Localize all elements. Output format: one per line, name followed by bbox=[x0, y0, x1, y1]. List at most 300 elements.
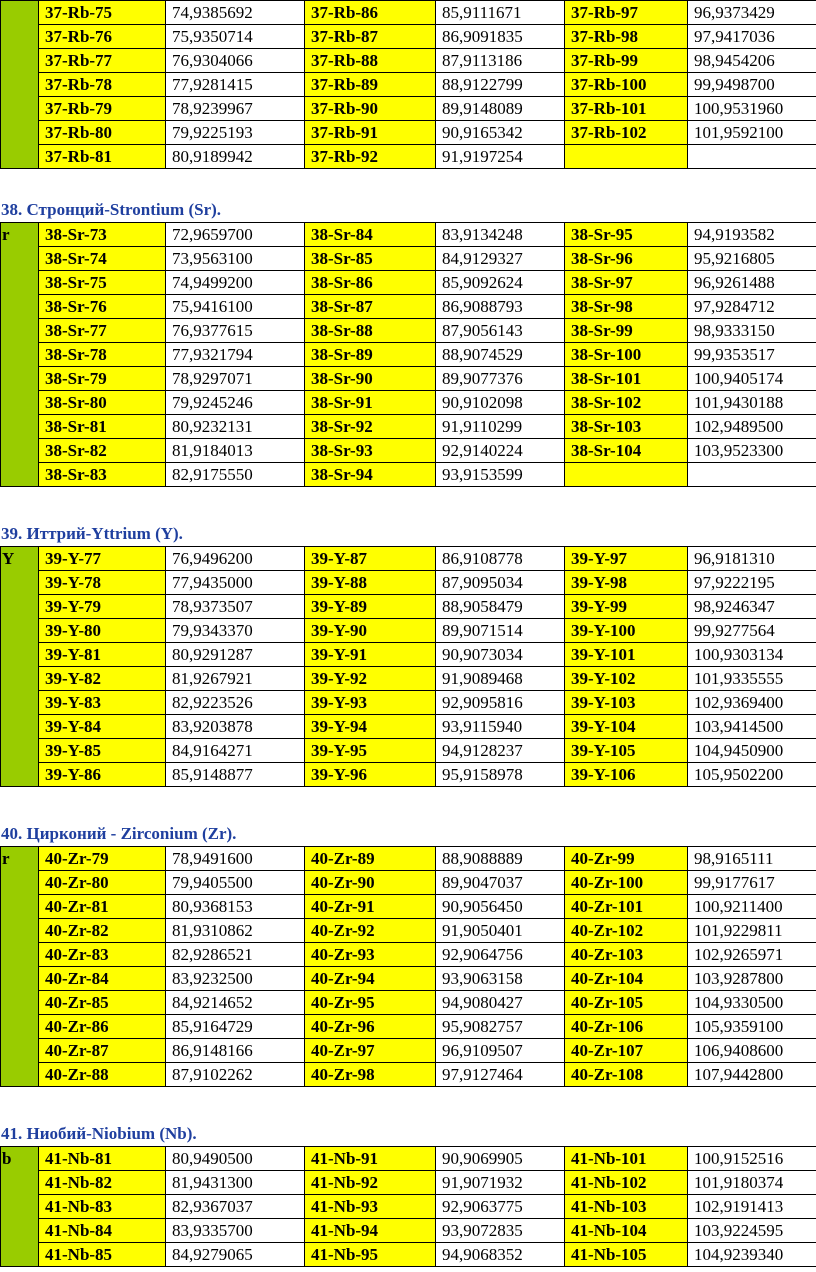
table-row bbox=[1, 223, 816, 247]
isotope-mass-cell: 102,9191413 bbox=[688, 1195, 816, 1219]
isotope-mass-cell: 83,9335700 bbox=[166, 1219, 305, 1243]
isotope-name-cell: 38-Sr-80 bbox=[39, 391, 166, 415]
isotope-mass-cell: 91,9050401 bbox=[436, 919, 565, 943]
isotope-table bbox=[0, 546, 816, 787]
isotope-mass-cell: 106,9408600 bbox=[688, 1039, 816, 1063]
isotope-mass-cell: 98,9454206 bbox=[688, 49, 816, 73]
isotope-name-cell: 39-Y-78 bbox=[39, 571, 166, 595]
isotope-name-cell: 39-Y-104 bbox=[565, 715, 688, 739]
isotope-name-cell: 38-Sr-78 bbox=[39, 343, 166, 367]
isotope-name-cell: 37-Rb-78 bbox=[39, 73, 166, 97]
isotope-mass-cell: 103,9414500 bbox=[688, 715, 816, 739]
isotope-mass-cell: 104,9239340 bbox=[688, 1243, 816, 1267]
table-row bbox=[1, 715, 816, 739]
isotope-mass-cell: 92,9095816 bbox=[436, 691, 565, 715]
isotope-mass-cell: 89,9047037 bbox=[436, 871, 565, 895]
table-row bbox=[1, 1171, 816, 1195]
table-row bbox=[1, 991, 816, 1015]
isotope-mass-cell: 86,9148166 bbox=[166, 1039, 305, 1063]
isotope-name-cell: 41-Nb-105 bbox=[565, 1243, 688, 1267]
table-row bbox=[1, 295, 816, 319]
isotope-name-cell: 40-Zr-97 bbox=[305, 1039, 436, 1063]
isotope-mass-cell: 101,9430188 bbox=[688, 391, 816, 415]
isotope-mass-cell: 80,9232131 bbox=[166, 415, 305, 439]
isotope-name-cell: 40-Zr-107 bbox=[565, 1039, 688, 1063]
isotope-mass-cell: 80,9368153 bbox=[166, 895, 305, 919]
isotope-name-cell: 40-Zr-89 bbox=[305, 847, 436, 871]
isotope-name-cell: 39-Y-103 bbox=[565, 691, 688, 715]
isotope-name-cell bbox=[565, 145, 688, 169]
isotope-mass-cell: 95,9082757 bbox=[436, 1015, 565, 1039]
isotope-mass-cell: 82,9175550 bbox=[166, 463, 305, 487]
table-row bbox=[1, 667, 816, 691]
isotope-mass-cell: 101,9335555 bbox=[688, 667, 816, 691]
isotope-name-cell: 40-Zr-95 bbox=[305, 991, 436, 1015]
isotope-name-cell: 39-Y-93 bbox=[305, 691, 436, 715]
table-row bbox=[1, 643, 816, 667]
isotope-name-cell: 37-Rb-79 bbox=[39, 97, 166, 121]
isotope-mass-cell: 100,9152516 bbox=[688, 1147, 816, 1171]
isotope-name-cell: 38-Sr-83 bbox=[39, 463, 166, 487]
table-row bbox=[1, 121, 816, 145]
isotope-name-cell: 41-Nb-102 bbox=[565, 1171, 688, 1195]
isotope-name-cell: 38-Sr-102 bbox=[565, 391, 688, 415]
isotope-mass-cell: 78,9239967 bbox=[166, 97, 305, 121]
isotope-mass-cell: 97,9284712 bbox=[688, 295, 816, 319]
isotope-name-cell: 40-Zr-98 bbox=[305, 1063, 436, 1087]
isotope-mass-cell: 98,9333150 bbox=[688, 319, 816, 343]
isotope-mass-cell: 79,9245246 bbox=[166, 391, 305, 415]
table-row bbox=[1, 919, 816, 943]
isotope-name-cell: 38-Sr-87 bbox=[305, 295, 436, 319]
isotope-mass-cell: 101,9229811 bbox=[688, 919, 816, 943]
isotope-mass-cell: 102,9369400 bbox=[688, 691, 816, 715]
isotope-mass-cell: 102,9489500 bbox=[688, 415, 816, 439]
isotope-mass-cell: 101,9180374 bbox=[688, 1171, 816, 1195]
table-row bbox=[1, 391, 816, 415]
isotope-name-cell: 38-Sr-100 bbox=[565, 343, 688, 367]
table-row bbox=[1, 1015, 816, 1039]
isotope-mass-cell: 79,9225193 bbox=[166, 121, 305, 145]
isotope-name-cell bbox=[565, 463, 688, 487]
section-heading: 40. Цирконий - Zirconium (Zr). bbox=[1, 824, 237, 843]
isotope-name-cell: 39-Y-99 bbox=[565, 595, 688, 619]
isotope-mass-cell: 93,9072835 bbox=[436, 1219, 565, 1243]
isotope-mass-cell: 78,9491600 bbox=[166, 847, 305, 871]
isotope-mass-cell: 101,9592100 bbox=[688, 121, 816, 145]
isotope-mass-cell: 80,9490500 bbox=[166, 1147, 305, 1171]
section-heading: 38. Стронций-Strontium (Sr). bbox=[1, 200, 222, 219]
isotope-mass-cell: 92,9140224 bbox=[436, 439, 565, 463]
element-section-2 bbox=[0, 522, 816, 787]
table-row bbox=[1, 247, 816, 271]
isotope-mass-cell: 86,9108778 bbox=[436, 547, 565, 571]
isotope-mass-cell: 99,9177617 bbox=[688, 871, 816, 895]
table-row bbox=[1, 319, 816, 343]
isotope-name-cell: 39-Y-95 bbox=[305, 739, 436, 763]
isotope-name-cell: 40-Zr-84 bbox=[39, 967, 166, 991]
isotope-mass-cell: 103,9224595 bbox=[688, 1219, 816, 1243]
table-row bbox=[1, 619, 816, 643]
isotope-name-cell: 37-Rb-81 bbox=[39, 145, 166, 169]
table-row bbox=[1, 547, 816, 571]
isotope-name-cell: 37-Rb-89 bbox=[305, 73, 436, 97]
isotope-name-cell: 41-Nb-81 bbox=[39, 1147, 166, 1171]
isotope-mass-cell: 77,9281415 bbox=[166, 73, 305, 97]
table-row bbox=[1, 73, 816, 97]
isotope-name-cell: 40-Zr-92 bbox=[305, 919, 436, 943]
isotope-mass-cell: 89,9148089 bbox=[436, 97, 565, 121]
table-row bbox=[1, 1219, 816, 1243]
isotope-name-cell: 41-Nb-95 bbox=[305, 1243, 436, 1267]
isotope-mass-cell: 84,9164271 bbox=[166, 739, 305, 763]
isotope-name-cell: 40-Zr-83 bbox=[39, 943, 166, 967]
isotope-mass-cell: 80,9291287 bbox=[166, 643, 305, 667]
isotope-name-cell: 39-Y-96 bbox=[305, 763, 436, 787]
element-symbol-cell: b bbox=[1, 1147, 39, 1267]
isotope-name-cell: 39-Y-87 bbox=[305, 547, 436, 571]
isotope-mass-cell: 74,9385692 bbox=[166, 1, 305, 25]
isotope-mass-cell: 93,9063158 bbox=[436, 967, 565, 991]
isotope-name-cell: 37-Rb-91 bbox=[305, 121, 436, 145]
isotope-mass-cell: 89,9077376 bbox=[436, 367, 565, 391]
isotope-name-cell: 38-Sr-76 bbox=[39, 295, 166, 319]
isotope-name-cell: 40-Zr-85 bbox=[39, 991, 166, 1015]
isotope-mass-cell: 72,9659700 bbox=[166, 223, 305, 247]
isotope-mass-cell: 90,9069905 bbox=[436, 1147, 565, 1171]
isotope-name-cell: 41-Nb-92 bbox=[305, 1171, 436, 1195]
table-row bbox=[1, 1, 816, 25]
isotope-name-cell: 38-Sr-97 bbox=[565, 271, 688, 295]
isotope-mass-cell: 79,9405500 bbox=[166, 871, 305, 895]
table-row bbox=[1, 943, 816, 967]
isotope-mass-cell: 96,9261488 bbox=[688, 271, 816, 295]
isotope-name-cell: 37-Rb-86 bbox=[305, 1, 436, 25]
isotope-mass-cell: 81,9310862 bbox=[166, 919, 305, 943]
isotope-mass-cell: 76,9496200 bbox=[166, 547, 305, 571]
isotope-name-cell: 39-Y-89 bbox=[305, 595, 436, 619]
isotope-mass-cell: 79,9343370 bbox=[166, 619, 305, 643]
table-row bbox=[1, 691, 816, 715]
isotope-mass-cell: 74,9499200 bbox=[166, 271, 305, 295]
isotope-name-cell: 38-Sr-92 bbox=[305, 415, 436, 439]
isotope-name-cell: 38-Sr-74 bbox=[39, 247, 166, 271]
isotope-name-cell: 38-Sr-88 bbox=[305, 319, 436, 343]
isotope-mass-cell: 100,9531960 bbox=[688, 97, 816, 121]
isotope-name-cell: 39-Y-86 bbox=[39, 763, 166, 787]
isotope-mass-cell: 88,9088889 bbox=[436, 847, 565, 871]
isotope-mass-cell: 80,9189942 bbox=[166, 145, 305, 169]
isotope-mass-cell: 96,9109507 bbox=[436, 1039, 565, 1063]
isotope-name-cell: 38-Sr-85 bbox=[305, 247, 436, 271]
table-row bbox=[1, 595, 816, 619]
isotope-name-cell: 39-Y-106 bbox=[565, 763, 688, 787]
table-row bbox=[1, 439, 816, 463]
isotope-mass-cell: 90,9056450 bbox=[436, 895, 565, 919]
isotope-mass-cell: 104,9330500 bbox=[688, 991, 816, 1015]
isotope-name-cell: 40-Zr-91 bbox=[305, 895, 436, 919]
isotope-name-cell: 39-Y-88 bbox=[305, 571, 436, 595]
isotope-mass-cell: 88,9074529 bbox=[436, 343, 565, 367]
table-row bbox=[1, 967, 816, 991]
isotope-name-cell: 38-Sr-81 bbox=[39, 415, 166, 439]
isotope-name-cell: 41-Nb-83 bbox=[39, 1195, 166, 1219]
isotope-name-cell: 41-Nb-103 bbox=[565, 1195, 688, 1219]
isotope-mass-cell: 99,9277564 bbox=[688, 619, 816, 643]
isotope-mass-cell: 85,9111671 bbox=[436, 1, 565, 25]
isotope-mass-cell: 96,9373429 bbox=[688, 1, 816, 25]
isotope-mass-cell: 75,9416100 bbox=[166, 295, 305, 319]
isotope-mass-cell: 87,9113186 bbox=[436, 49, 565, 73]
isotope-name-cell: 40-Zr-99 bbox=[565, 847, 688, 871]
isotope-name-cell: 37-Rb-101 bbox=[565, 97, 688, 121]
element-section-0 bbox=[0, 0, 816, 169]
isotope-table bbox=[0, 0, 816, 169]
isotope-name-cell: 37-Rb-90 bbox=[305, 97, 436, 121]
isotope-name-cell: 37-Rb-92 bbox=[305, 145, 436, 169]
isotope-mass-cell: 90,9165342 bbox=[436, 121, 565, 145]
isotope-mass-cell bbox=[688, 463, 816, 487]
table-row bbox=[1, 49, 816, 73]
isotope-mass-cell: 90,9073034 bbox=[436, 643, 565, 667]
isotope-name-cell: 39-Y-81 bbox=[39, 643, 166, 667]
isotope-mass-cell: 82,9223526 bbox=[166, 691, 305, 715]
isotope-mass-cell: 78,9297071 bbox=[166, 367, 305, 391]
isotope-name-cell: 37-Rb-75 bbox=[39, 1, 166, 25]
isotope-mass-cell: 95,9216805 bbox=[688, 247, 816, 271]
isotope-name-cell: 38-Sr-82 bbox=[39, 439, 166, 463]
isotope-name-cell: 39-Y-92 bbox=[305, 667, 436, 691]
table-row bbox=[1, 343, 816, 367]
isotope-name-cell: 40-Zr-88 bbox=[39, 1063, 166, 1087]
isotope-name-cell: 37-Rb-100 bbox=[565, 73, 688, 97]
isotope-mass-cell: 81,9267921 bbox=[166, 667, 305, 691]
isotope-mass-cell: 92,9064756 bbox=[436, 943, 565, 967]
isotope-name-cell: 39-Y-97 bbox=[565, 547, 688, 571]
isotope-mass-cell: 77,9321794 bbox=[166, 343, 305, 367]
table-row bbox=[1, 1147, 816, 1171]
isotope-mass-cell: 100,9211400 bbox=[688, 895, 816, 919]
isotope-name-cell: 40-Zr-96 bbox=[305, 1015, 436, 1039]
element-section-3 bbox=[0, 822, 816, 1087]
table-row bbox=[1, 1039, 816, 1063]
isotope-mass-cell: 86,9088793 bbox=[436, 295, 565, 319]
isotope-name-cell: 40-Zr-108 bbox=[565, 1063, 688, 1087]
table-row bbox=[1, 367, 816, 391]
isotope-name-cell: 40-Zr-106 bbox=[565, 1015, 688, 1039]
isotope-mass-cell: 87,9056143 bbox=[436, 319, 565, 343]
table-row bbox=[1, 415, 816, 439]
table-row bbox=[1, 847, 816, 871]
isotope-mass-cell: 83,9232500 bbox=[166, 967, 305, 991]
isotope-mass-cell: 84,9279065 bbox=[166, 1243, 305, 1267]
isotope-mass-cell: 76,9377615 bbox=[166, 319, 305, 343]
isotope-name-cell: 39-Y-94 bbox=[305, 715, 436, 739]
isotope-mass-cell: 77,9435000 bbox=[166, 571, 305, 595]
table-row bbox=[1, 1063, 816, 1087]
isotope-mass-cell: 87,9095034 bbox=[436, 571, 565, 595]
isotope-table bbox=[0, 1146, 816, 1267]
isotope-mass-cell: 95,9158978 bbox=[436, 763, 565, 787]
element-symbol-cell: Y bbox=[1, 547, 39, 787]
isotope-name-cell: 38-Sr-90 bbox=[305, 367, 436, 391]
element-symbol-cell: r bbox=[1, 223, 39, 487]
isotope-mass-cell: 78,9373507 bbox=[166, 595, 305, 619]
isotope-name-cell: 40-Zr-80 bbox=[39, 871, 166, 895]
section-heading: 39. Иттрий-Yttrium (Y). bbox=[1, 524, 183, 543]
isotope-name-cell: 41-Nb-101 bbox=[565, 1147, 688, 1171]
isotope-mass-cell: 75,9350714 bbox=[166, 25, 305, 49]
isotope-name-cell: 37-Rb-98 bbox=[565, 25, 688, 49]
isotope-name-cell: 39-Y-82 bbox=[39, 667, 166, 691]
isotope-mass-cell: 107,9442800 bbox=[688, 1063, 816, 1087]
isotope-mass-cell: 103,9287800 bbox=[688, 967, 816, 991]
isotope-mass-cell: 83,9203878 bbox=[166, 715, 305, 739]
isotope-mass-cell: 87,9102262 bbox=[166, 1063, 305, 1087]
isotope-name-cell: 38-Sr-94 bbox=[305, 463, 436, 487]
table-row bbox=[1, 739, 816, 763]
isotope-mass-cell: 88,9058479 bbox=[436, 595, 565, 619]
table-row bbox=[1, 25, 816, 49]
isotope-mass-cell: 89,9071514 bbox=[436, 619, 565, 643]
isotope-name-cell: 37-Rb-99 bbox=[565, 49, 688, 73]
isotope-name-cell: 41-Nb-91 bbox=[305, 1147, 436, 1171]
table-row bbox=[1, 1195, 816, 1219]
isotope-mass-cell: 104,9450900 bbox=[688, 739, 816, 763]
isotope-name-cell: 39-Y-102 bbox=[565, 667, 688, 691]
isotope-name-cell: 37-Rb-77 bbox=[39, 49, 166, 73]
isotope-mass-cell: 97,9417036 bbox=[688, 25, 816, 49]
isotope-name-cell: 39-Y-77 bbox=[39, 547, 166, 571]
isotope-name-cell: 41-Nb-104 bbox=[565, 1219, 688, 1243]
isotope-mass-cell: 73,9563100 bbox=[166, 247, 305, 271]
element-symbol-cell bbox=[1, 1, 39, 169]
isotope-mass-cell: 100,9303134 bbox=[688, 643, 816, 667]
table-row bbox=[1, 97, 816, 121]
isotope-mass-cell: 91,9089468 bbox=[436, 667, 565, 691]
isotope-mass-cell: 90,9102098 bbox=[436, 391, 565, 415]
isotope-mass-cell: 97,9222195 bbox=[688, 571, 816, 595]
isotope-mass-cell: 94,9068352 bbox=[436, 1243, 565, 1267]
isotope-name-cell: 38-Sr-103 bbox=[565, 415, 688, 439]
isotope-mass-cell: 100,9405174 bbox=[688, 367, 816, 391]
isotope-name-cell: 40-Zr-100 bbox=[565, 871, 688, 895]
isotope-mass-cell: 84,9129327 bbox=[436, 247, 565, 271]
isotope-name-cell: 37-Rb-76 bbox=[39, 25, 166, 49]
isotope-name-cell: 40-Zr-103 bbox=[565, 943, 688, 967]
isotope-name-cell: 39-Y-100 bbox=[565, 619, 688, 643]
isotope-mass-cell: 91,9110299 bbox=[436, 415, 565, 439]
isotope-name-cell: 41-Nb-82 bbox=[39, 1171, 166, 1195]
isotope-mass-cell: 91,9071932 bbox=[436, 1171, 565, 1195]
isotope-name-cell: 40-Zr-90 bbox=[305, 871, 436, 895]
isotope-name-cell: 40-Zr-93 bbox=[305, 943, 436, 967]
table-row bbox=[1, 871, 816, 895]
isotope-name-cell: 38-Sr-98 bbox=[565, 295, 688, 319]
isotope-name-cell: 38-Sr-73 bbox=[39, 223, 166, 247]
isotope-name-cell: 38-Sr-95 bbox=[565, 223, 688, 247]
isotope-name-cell: 41-Nb-93 bbox=[305, 1195, 436, 1219]
isotope-name-cell: 37-Rb-88 bbox=[305, 49, 436, 73]
isotope-name-cell: 41-Nb-94 bbox=[305, 1219, 436, 1243]
isotope-name-cell: 40-Zr-87 bbox=[39, 1039, 166, 1063]
isotope-name-cell: 37-Rb-80 bbox=[39, 121, 166, 145]
isotope-mass-cell: 94,9128237 bbox=[436, 739, 565, 763]
isotope-name-cell: 38-Sr-101 bbox=[565, 367, 688, 391]
isotope-name-cell: 38-Sr-104 bbox=[565, 439, 688, 463]
isotope-mass-cell: 93,9115940 bbox=[436, 715, 565, 739]
table-row bbox=[1, 463, 816, 487]
isotope-name-cell: 38-Sr-91 bbox=[305, 391, 436, 415]
isotope-name-cell: 37-Rb-97 bbox=[565, 1, 688, 25]
table-row bbox=[1, 763, 816, 787]
isotope-name-cell: 39-Y-105 bbox=[565, 739, 688, 763]
isotope-name-cell: 41-Nb-85 bbox=[39, 1243, 166, 1267]
isotope-name-cell: 40-Zr-104 bbox=[565, 967, 688, 991]
isotope-name-cell: 38-Sr-99 bbox=[565, 319, 688, 343]
isotope-mass-cell: 85,9148877 bbox=[166, 763, 305, 787]
isotope-mass-cell: 103,9523300 bbox=[688, 439, 816, 463]
isotope-name-cell: 40-Zr-101 bbox=[565, 895, 688, 919]
isotope-name-cell: 39-Y-101 bbox=[565, 643, 688, 667]
isotope-mass-cell: 86,9091835 bbox=[436, 25, 565, 49]
isotope-mass-cell: 82,9367037 bbox=[166, 1195, 305, 1219]
isotope-mass-cell: 105,9359100 bbox=[688, 1015, 816, 1039]
isotope-name-cell: 38-Sr-77 bbox=[39, 319, 166, 343]
isotope-name-cell: 39-Y-90 bbox=[305, 619, 436, 643]
isotope-mass-cell bbox=[688, 145, 816, 169]
isotope-name-cell: 38-Sr-86 bbox=[305, 271, 436, 295]
isotope-mass-cell: 92,9063775 bbox=[436, 1195, 565, 1219]
isotope-mass-cell: 81,9184013 bbox=[166, 439, 305, 463]
isotope-mass-cell: 83,9134248 bbox=[436, 223, 565, 247]
table-row bbox=[1, 145, 816, 169]
isotope-mass-cell: 96,9181310 bbox=[688, 547, 816, 571]
isotope-name-cell: 39-Y-85 bbox=[39, 739, 166, 763]
isotope-name-cell: 40-Zr-105 bbox=[565, 991, 688, 1015]
isotope-name-cell: 37-Rb-87 bbox=[305, 25, 436, 49]
isotope-mass-cell: 98,9246347 bbox=[688, 595, 816, 619]
isotope-name-cell: 39-Y-80 bbox=[39, 619, 166, 643]
isotope-name-cell: 41-Nb-84 bbox=[39, 1219, 166, 1243]
isotope-mass-cell: 97,9127464 bbox=[436, 1063, 565, 1087]
isotope-name-cell: 39-Y-84 bbox=[39, 715, 166, 739]
isotope-name-cell: 40-Zr-94 bbox=[305, 967, 436, 991]
isotope-name-cell: 38-Sr-79 bbox=[39, 367, 166, 391]
isotope-mass-cell: 94,9080427 bbox=[436, 991, 565, 1015]
isotope-name-cell: 40-Zr-81 bbox=[39, 895, 166, 919]
isotope-mass-cell: 81,9431300 bbox=[166, 1171, 305, 1195]
isotope-mass-cell: 94,9193582 bbox=[688, 223, 816, 247]
isotope-mass-cell: 76,9304066 bbox=[166, 49, 305, 73]
isotope-name-cell: 40-Zr-79 bbox=[39, 847, 166, 871]
isotope-name-cell: 39-Y-91 bbox=[305, 643, 436, 667]
table-row bbox=[1, 571, 816, 595]
element-section-4 bbox=[0, 1122, 816, 1267]
element-symbol-cell: r bbox=[1, 847, 39, 1087]
isotope-name-cell: 38-Sr-96 bbox=[565, 247, 688, 271]
isotope-name-cell: 38-Sr-89 bbox=[305, 343, 436, 367]
isotope-mass-cell: 91,9197254 bbox=[436, 145, 565, 169]
isotope-mass-cell: 88,9122799 bbox=[436, 73, 565, 97]
isotope-mass-cell: 84,9214652 bbox=[166, 991, 305, 1015]
table-row bbox=[1, 895, 816, 919]
isotope-mass-cell: 99,9498700 bbox=[688, 73, 816, 97]
isotope-name-cell: 39-Y-98 bbox=[565, 571, 688, 595]
isotope-table bbox=[0, 222, 816, 487]
isotope-name-cell: 40-Zr-102 bbox=[565, 919, 688, 943]
isotope-mass-cell: 85,9092624 bbox=[436, 271, 565, 295]
